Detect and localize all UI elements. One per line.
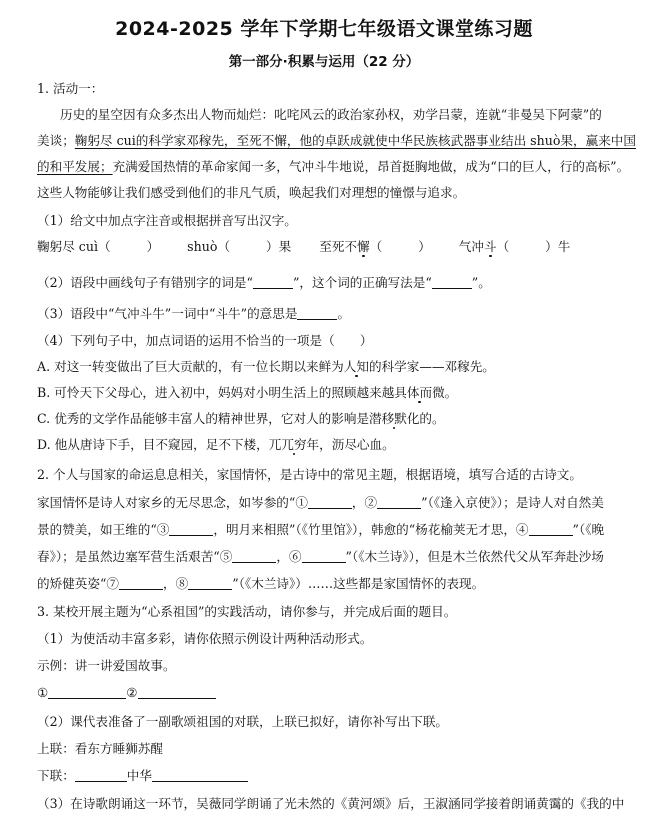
q1-sub2-text: （2）语段中画线句子有错别字 [37, 275, 209, 290]
blank-doupiu-meaning[interactable] [297, 305, 337, 320]
couplet-blank-1[interactable] [75, 767, 127, 782]
blank-2[interactable] [377, 494, 421, 509]
q2-line-3 [37, 548, 604, 566]
q1-passage-text: 充满爱国热情的革命家闻一多，气冲斗牛地说，昂首挺胸地做，成为“口的巨人，行的高标”。 [112, 159, 630, 174]
q3-sub3: （3）在诗歌朗诵这一环节，吴薇同学朗诵了光未然的《黄河颂》后，王淑涵同学接着朗诵黄霭的《我的中 [37, 796, 625, 811]
option-b-text: B. 可怜天下父母心，进入初中，妈妈对小明生活上的照顾越来越 [37, 385, 395, 400]
option-d-text: D. 他从唐诗下手，目不窥园，足不下楼， [37, 437, 269, 452]
item-xie-open: （ [369, 239, 383, 254]
q2-text: ，⑧ [163, 576, 189, 591]
answer-marker-1: ① [37, 685, 49, 700]
item-dou: 气冲 [458, 239, 484, 254]
blank-4[interactable] [529, 521, 573, 536]
option-b-dotted: 具体而微 [394, 385, 445, 400]
blank-correct-word[interactable] [432, 274, 472, 289]
q1-sub2 [37, 274, 491, 292]
option-c-dotted: 潜移默化 [369, 411, 420, 426]
q3-sub2: （2）课代表准备了一副歌颂祖国的对联，上联已拟好，请你补写出下联。 [37, 714, 449, 729]
q1-sub3-text: 。 [337, 306, 351, 321]
q2-text: 家国情怀是诗人对家乡的无尽思念，如岑参的“① [37, 495, 308, 510]
q2-text: 景的赞美，如王维的“③ [37, 522, 170, 537]
q3-answers [37, 684, 216, 702]
option-b-text: 。 [444, 385, 458, 400]
couplet-lower [37, 767, 248, 785]
blank-1[interactable] [308, 494, 352, 509]
q2-text: ”（《逢入京使》）；是诗人对自然美 [421, 495, 604, 510]
q1-sub4: （4）下列句子中，加点词语的运用不恰当的一项是（ ） [37, 333, 373, 348]
option-c-text: 的。 [419, 411, 445, 426]
option-a-text: 的科学家——邓稼先。 [368, 359, 495, 374]
q1-underlined-sentence-end: 的和平发展； [37, 159, 113, 174]
item-cui-close: ） [146, 239, 160, 254]
q1-sub3 [37, 305, 350, 323]
page-title: 2024-2025 学年下学期七年级语文课堂练习题 [115, 18, 533, 40]
blank-8[interactable] [188, 575, 232, 590]
item-shuo-close: ）果 [266, 239, 292, 254]
q1-sub1-items [37, 238, 570, 256]
q2-text: ，明月来相照”（《竹里馆》），韩愈的“杨花榆荚无才思，④ [213, 522, 529, 537]
blank-6[interactable] [302, 548, 346, 563]
q2-line-1 [37, 494, 604, 512]
couplet-blank-2[interactable] [152, 767, 248, 782]
option-c [37, 410, 445, 428]
item-dou-open: （ [496, 239, 510, 254]
q1-passage-line-3 [37, 158, 629, 176]
option-a [37, 358, 495, 376]
q1-sub1: （1）给文中加点字注音或根据拼音写出汉字。 [37, 213, 297, 228]
item-cui: 鞠躬尽 cuì（ [37, 239, 111, 254]
q3-example: 示例：讲一讲爱国故事。 [37, 658, 176, 673]
q2-text: ”（《木兰诗》）……这些都是家国情怀的表现。 [232, 576, 485, 591]
blank-wrong-word[interactable] [253, 274, 293, 289]
option-a-dotted: 人知 [343, 359, 369, 374]
answer-blank-1[interactable] [48, 684, 126, 699]
q2-text: ”（《晚 [572, 522, 605, 537]
q1-underlined-sentence: 鞠躬尽 cui的科学家邓稼先，至死不懈，他的卓跃成就使中华民族核武器事业结出 shuò果，赢来中国 [74, 133, 636, 148]
item-dou-close: ）牛 [545, 239, 571, 254]
section-subtitle: 第一部分·积累与运用（22 分） [228, 54, 420, 70]
q1-sub2-text: 的词是“ [208, 275, 253, 290]
q1-sub2-text: ”。 [471, 275, 491, 290]
option-a-text: A. 对这一转变做出了巨大贡献的，有一位长期以来鲜为 [37, 359, 344, 374]
couplet-upper: 上联：看东方睡狮苏醒 [37, 741, 163, 756]
q1-passage-line-4: 这些人物能够让我们感受到他们的非凡气质，唤起我们对理想的憧憬与追求。 [37, 185, 466, 200]
blank-7[interactable] [119, 575, 163, 590]
q3-head: 3. 某校开展主题为“心系祖国”的实践活动，请你参与，并完成后面的题目。 [37, 604, 457, 619]
q1-head: 1. 活动一： [37, 81, 104, 96]
option-d [37, 436, 395, 454]
option-d-text: ，沥尽心血。 [319, 437, 395, 452]
answer-marker-2: ② [126, 685, 138, 700]
q2-head: 2. 个人与国家的命运息息相关，家国情怀，是古诗中的常见主题，根据语境，填写合适的古诗文。 [37, 467, 582, 482]
q1-passage-line-1: 历史的星空因有众多杰出人物而灿烂：叱咤风云的政治家孙权，劝学吕蒙，连就“非曼吴下阿蒙”的 [60, 107, 602, 122]
couplet-lower-label: 下联： [37, 768, 75, 783]
q2-text: ”（《木兰诗》），但是木兰依然代父从军奔赴沙场 [345, 549, 604, 564]
option-c-text: C. 优秀的文学作品能够丰富人的精神世界，它对人的影响是 [37, 411, 370, 426]
q2-line-4 [37, 575, 484, 593]
blank-5[interactable] [232, 548, 276, 563]
q2-line-2 [37, 521, 604, 539]
answer-blank-2[interactable] [138, 684, 216, 699]
couplet-lower-text: 中华 [126, 768, 152, 783]
dotted-char-dou: 斗 [483, 239, 497, 254]
q1-passage-line-2 [37, 132, 636, 150]
dotted-char-xie: 懈 [357, 239, 370, 254]
q1-sub2-text: ”，这个词的正确写法是“ [292, 275, 432, 290]
item-shuo: shuò（ [187, 239, 231, 254]
item-xie: 至死不 [319, 239, 358, 254]
blank-3[interactable] [169, 521, 213, 536]
q2-text: 春》）；是虽然边塞军营生活艰苦“⑤ [37, 549, 233, 564]
item-xie-close: ） [418, 239, 431, 254]
q3-sub1: （1）为使活动丰富多彩，请你依照示例设计两种活动形式。 [37, 631, 373, 646]
q1-passage-text: 美谈； [37, 133, 75, 148]
q2-text: 的矫健英姿“⑦ [37, 576, 120, 591]
option-d-dotted: 兀兀穷年 [268, 437, 320, 452]
q2-text: ，⑥ [276, 549, 302, 564]
option-b [37, 384, 457, 402]
q2-text: ，② [351, 495, 378, 510]
q1-sub3-text: （3）语段中“气冲斗牛”一词中“斗牛”的意思是 [37, 306, 298, 321]
